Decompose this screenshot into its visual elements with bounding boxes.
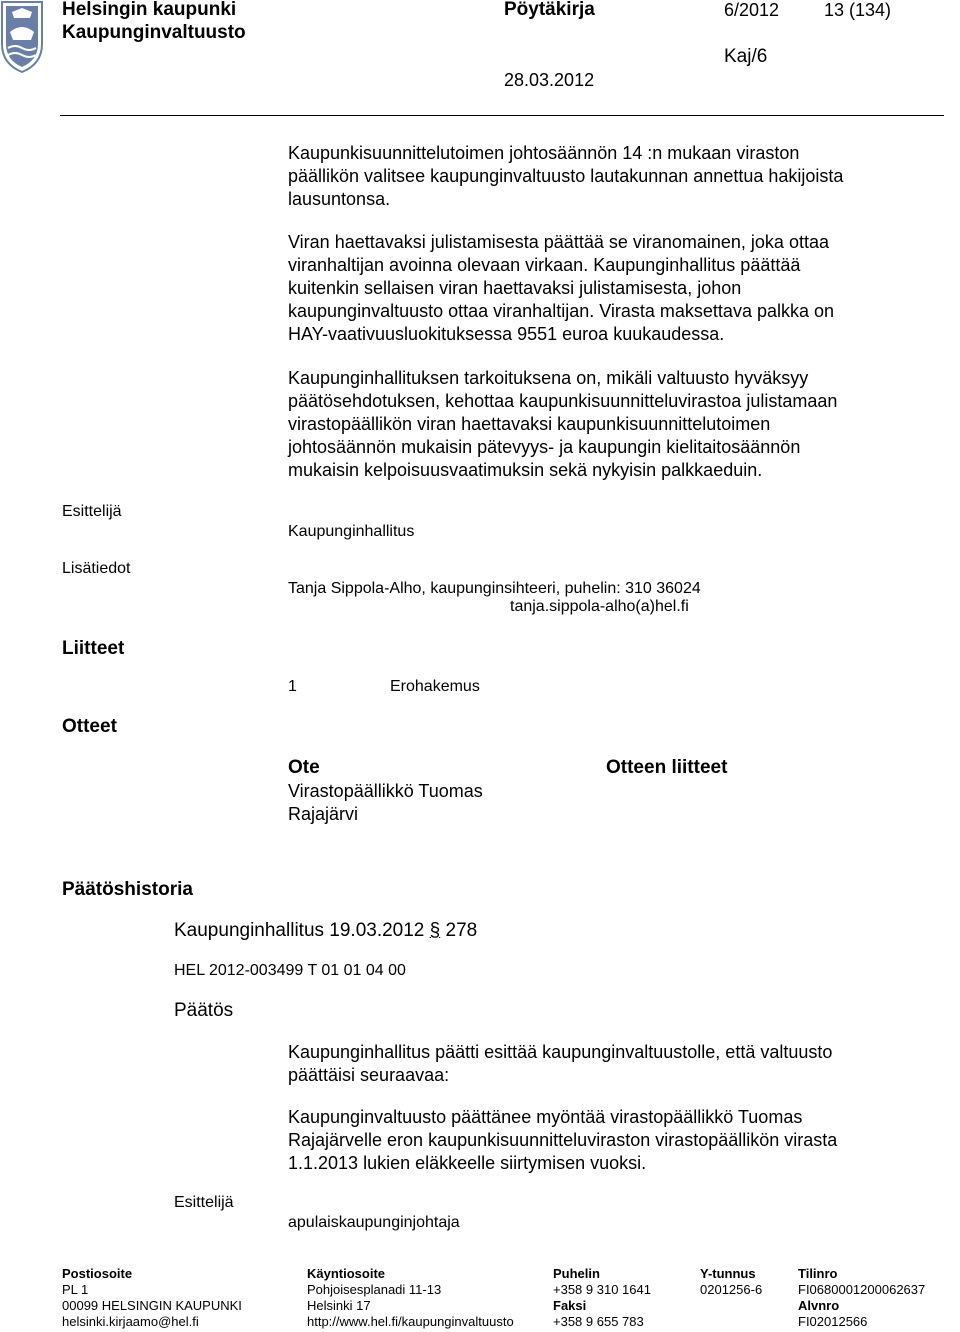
paragraph-line: Viran haettavaksi julistamisesta päättää se viranomainen, joka ottaa bbox=[288, 232, 829, 252]
history-section-number: 278 bbox=[440, 920, 478, 941]
footer-column-phone bbox=[553, 1266, 651, 1330]
paragraph-line: päättäisi seuraavaa: bbox=[288, 1065, 450, 1085]
footer-line: +358 9 310 1641 bbox=[553, 1282, 651, 1297]
footer-line: FI0680001200062637 bbox=[798, 1282, 926, 1297]
label-lisatiedot: Lisätiedot bbox=[62, 560, 131, 577]
ote-heading: Ote bbox=[288, 757, 320, 778]
paragraph-1 bbox=[288, 142, 938, 211]
paragraph-line: lausuntonsa. bbox=[288, 189, 391, 209]
paragraph-line: päällikön valitsee kaupunginvaltuusto lautakunnan annettua hakijoista bbox=[288, 166, 844, 186]
label-paatoshistoria: Päätöshistoria bbox=[62, 879, 193, 900]
footer-heading: Tilinro bbox=[798, 1266, 838, 1281]
paragraph-line: kuitenkin sellaisen viran haettavaksi julistamisesta, johon bbox=[288, 278, 742, 298]
footer-heading: Puhelin bbox=[553, 1266, 600, 1281]
section-symbol: § bbox=[429, 920, 441, 941]
footer-heading: Käyntiosoite bbox=[307, 1266, 386, 1281]
otteen-liitteet-heading: Otteen liitteet bbox=[606, 757, 728, 778]
ote-recipient-line-1: Virastopäällikkö Tuomas bbox=[288, 781, 483, 801]
label-liitteet: Liitteet bbox=[62, 638, 125, 659]
ote-recipient-line-2: Rajajärvi bbox=[288, 804, 359, 824]
paragraph-line: päätösehdotuksen, kehottaa kaupunkisuunnitteluvirastoa julistamaan bbox=[288, 391, 838, 411]
paragraph-line: Kaupunginhallitus päätti esittää kaupunginvaltuustolle, että valtuusto bbox=[288, 1042, 833, 1062]
history-meeting-text: Kaupunginhallitus 19.03.2012 bbox=[174, 920, 430, 941]
label-paatos: Päätös bbox=[174, 1000, 234, 1021]
footer-line: 00099 HELSINGIN KAUPUNKI bbox=[62, 1298, 242, 1313]
footer-email-link[interactable]: helsinki.kirjaamo@hel.fi bbox=[62, 1314, 199, 1329]
footer-heading: Y-tunnus bbox=[700, 1266, 756, 1281]
paragraph-line: Kaupunginvaltuusto päättänee myöntää virastopäällikkö Tuomas bbox=[288, 1107, 803, 1127]
paragraph-line: johtosäännön mukaisin pätevyys- ja kaupungin kielitaitosäännön bbox=[288, 437, 801, 457]
value-esittelija: Kaupunginhallitus bbox=[288, 523, 415, 540]
header-org: Helsingin kaupunki bbox=[62, 0, 237, 20]
header-date: 28.03.2012 bbox=[504, 70, 595, 90]
attachment-name: Erohakemus bbox=[390, 678, 480, 695]
footer-line: 0201256-6 bbox=[700, 1282, 763, 1297]
footer-web-link[interactable]: http://www.hel.fi/kaupunginvaltuusto bbox=[307, 1314, 514, 1329]
footer-line: FI02012566 bbox=[798, 1314, 868, 1329]
paragraph-line: Kaupunginhallituksen tarkoituksena on, mikäli valtuusto hyväksyy bbox=[288, 368, 809, 388]
footer-line: PL 1 bbox=[62, 1282, 89, 1297]
paragraph-line: virastopäällikön viran haettavaksi kaupunkisuunnittelutoimen bbox=[288, 414, 771, 434]
header-page: 13 (134) bbox=[824, 0, 892, 20]
history-presenter: apulaiskaupunginjohtaja bbox=[288, 1214, 460, 1231]
city-crest bbox=[0, 0, 44, 74]
contact-line: Tanja Sippola-Alho, kaupunginsihteeri, puhelin: 310 36024 bbox=[288, 580, 701, 597]
paragraph-line: HAY-vaativuusluokituksessa 9551 euroa kuukaudessa. bbox=[288, 324, 725, 344]
paragraph-line: mukaisin kelpoisuusvaatimuksin sekä nykyisin palkkaeduin. bbox=[288, 460, 763, 480]
footer-heading: Postiosoite bbox=[62, 1266, 133, 1281]
history-meeting-line bbox=[174, 920, 477, 942]
footer-column-account bbox=[798, 1266, 925, 1330]
footer-line: +358 9 655 783 bbox=[553, 1314, 644, 1329]
footer-line: Pohjoisesplanadi 11-13 bbox=[307, 1282, 442, 1297]
paragraph-line: Rajajärvelle eron kaupunkisuunnitteluviraston virastopäällikön virasta bbox=[288, 1130, 838, 1150]
label-esittelija-history: Esittelijä bbox=[174, 1194, 234, 1211]
header-divider bbox=[60, 115, 944, 116]
helsinki-coat-of-arms-icon bbox=[0, 0, 44, 74]
header-body: Kaupunginvaltuusto bbox=[62, 22, 246, 43]
header-doc-type: Pöytäkirja bbox=[504, 0, 595, 20]
header-issue: 6/2012 bbox=[724, 0, 780, 20]
label-esittelija: Esittelijä bbox=[62, 503, 122, 520]
contact-email: tanja.sippola-alho(a)hel.fi bbox=[510, 598, 689, 615]
decision-paragraph-2 bbox=[288, 1106, 938, 1175]
attachment-number: 1 bbox=[288, 678, 297, 695]
footer-column-visiting bbox=[307, 1266, 514, 1330]
decision-paragraph-1 bbox=[288, 1041, 938, 1087]
footer-line: Helsinki 17 bbox=[307, 1298, 371, 1313]
header-item: Kaj/6 bbox=[724, 46, 768, 67]
paragraph-line: 1.1.2013 lukien eläkkeelle siirtymisen vuoksi. bbox=[288, 1153, 647, 1173]
footer-column-postal bbox=[62, 1266, 242, 1330]
paragraph-2 bbox=[288, 231, 938, 346]
paragraph-line: kaupunginvaltuusto ottaa viranhaltijan. Virasta maksettava palkka on bbox=[288, 301, 835, 321]
paragraph-3 bbox=[288, 367, 938, 482]
paragraph-line: viranhaltijan avoinna olevaan virkaan. Kaupunginhallitus päättää bbox=[288, 255, 801, 275]
history-reference: HEL 2012-003499 T 01 01 04 00 bbox=[174, 962, 406, 979]
footer-subheading: Faksi bbox=[553, 1298, 587, 1313]
footer-subheading: Alvnro bbox=[798, 1298, 840, 1313]
footer-column-business-id bbox=[700, 1266, 762, 1298]
paragraph-line: Kaupunkisuunnittelutoimen johtosäännön 14 :n mukaan viraston bbox=[288, 143, 800, 163]
label-otteet: Otteet bbox=[62, 716, 117, 737]
